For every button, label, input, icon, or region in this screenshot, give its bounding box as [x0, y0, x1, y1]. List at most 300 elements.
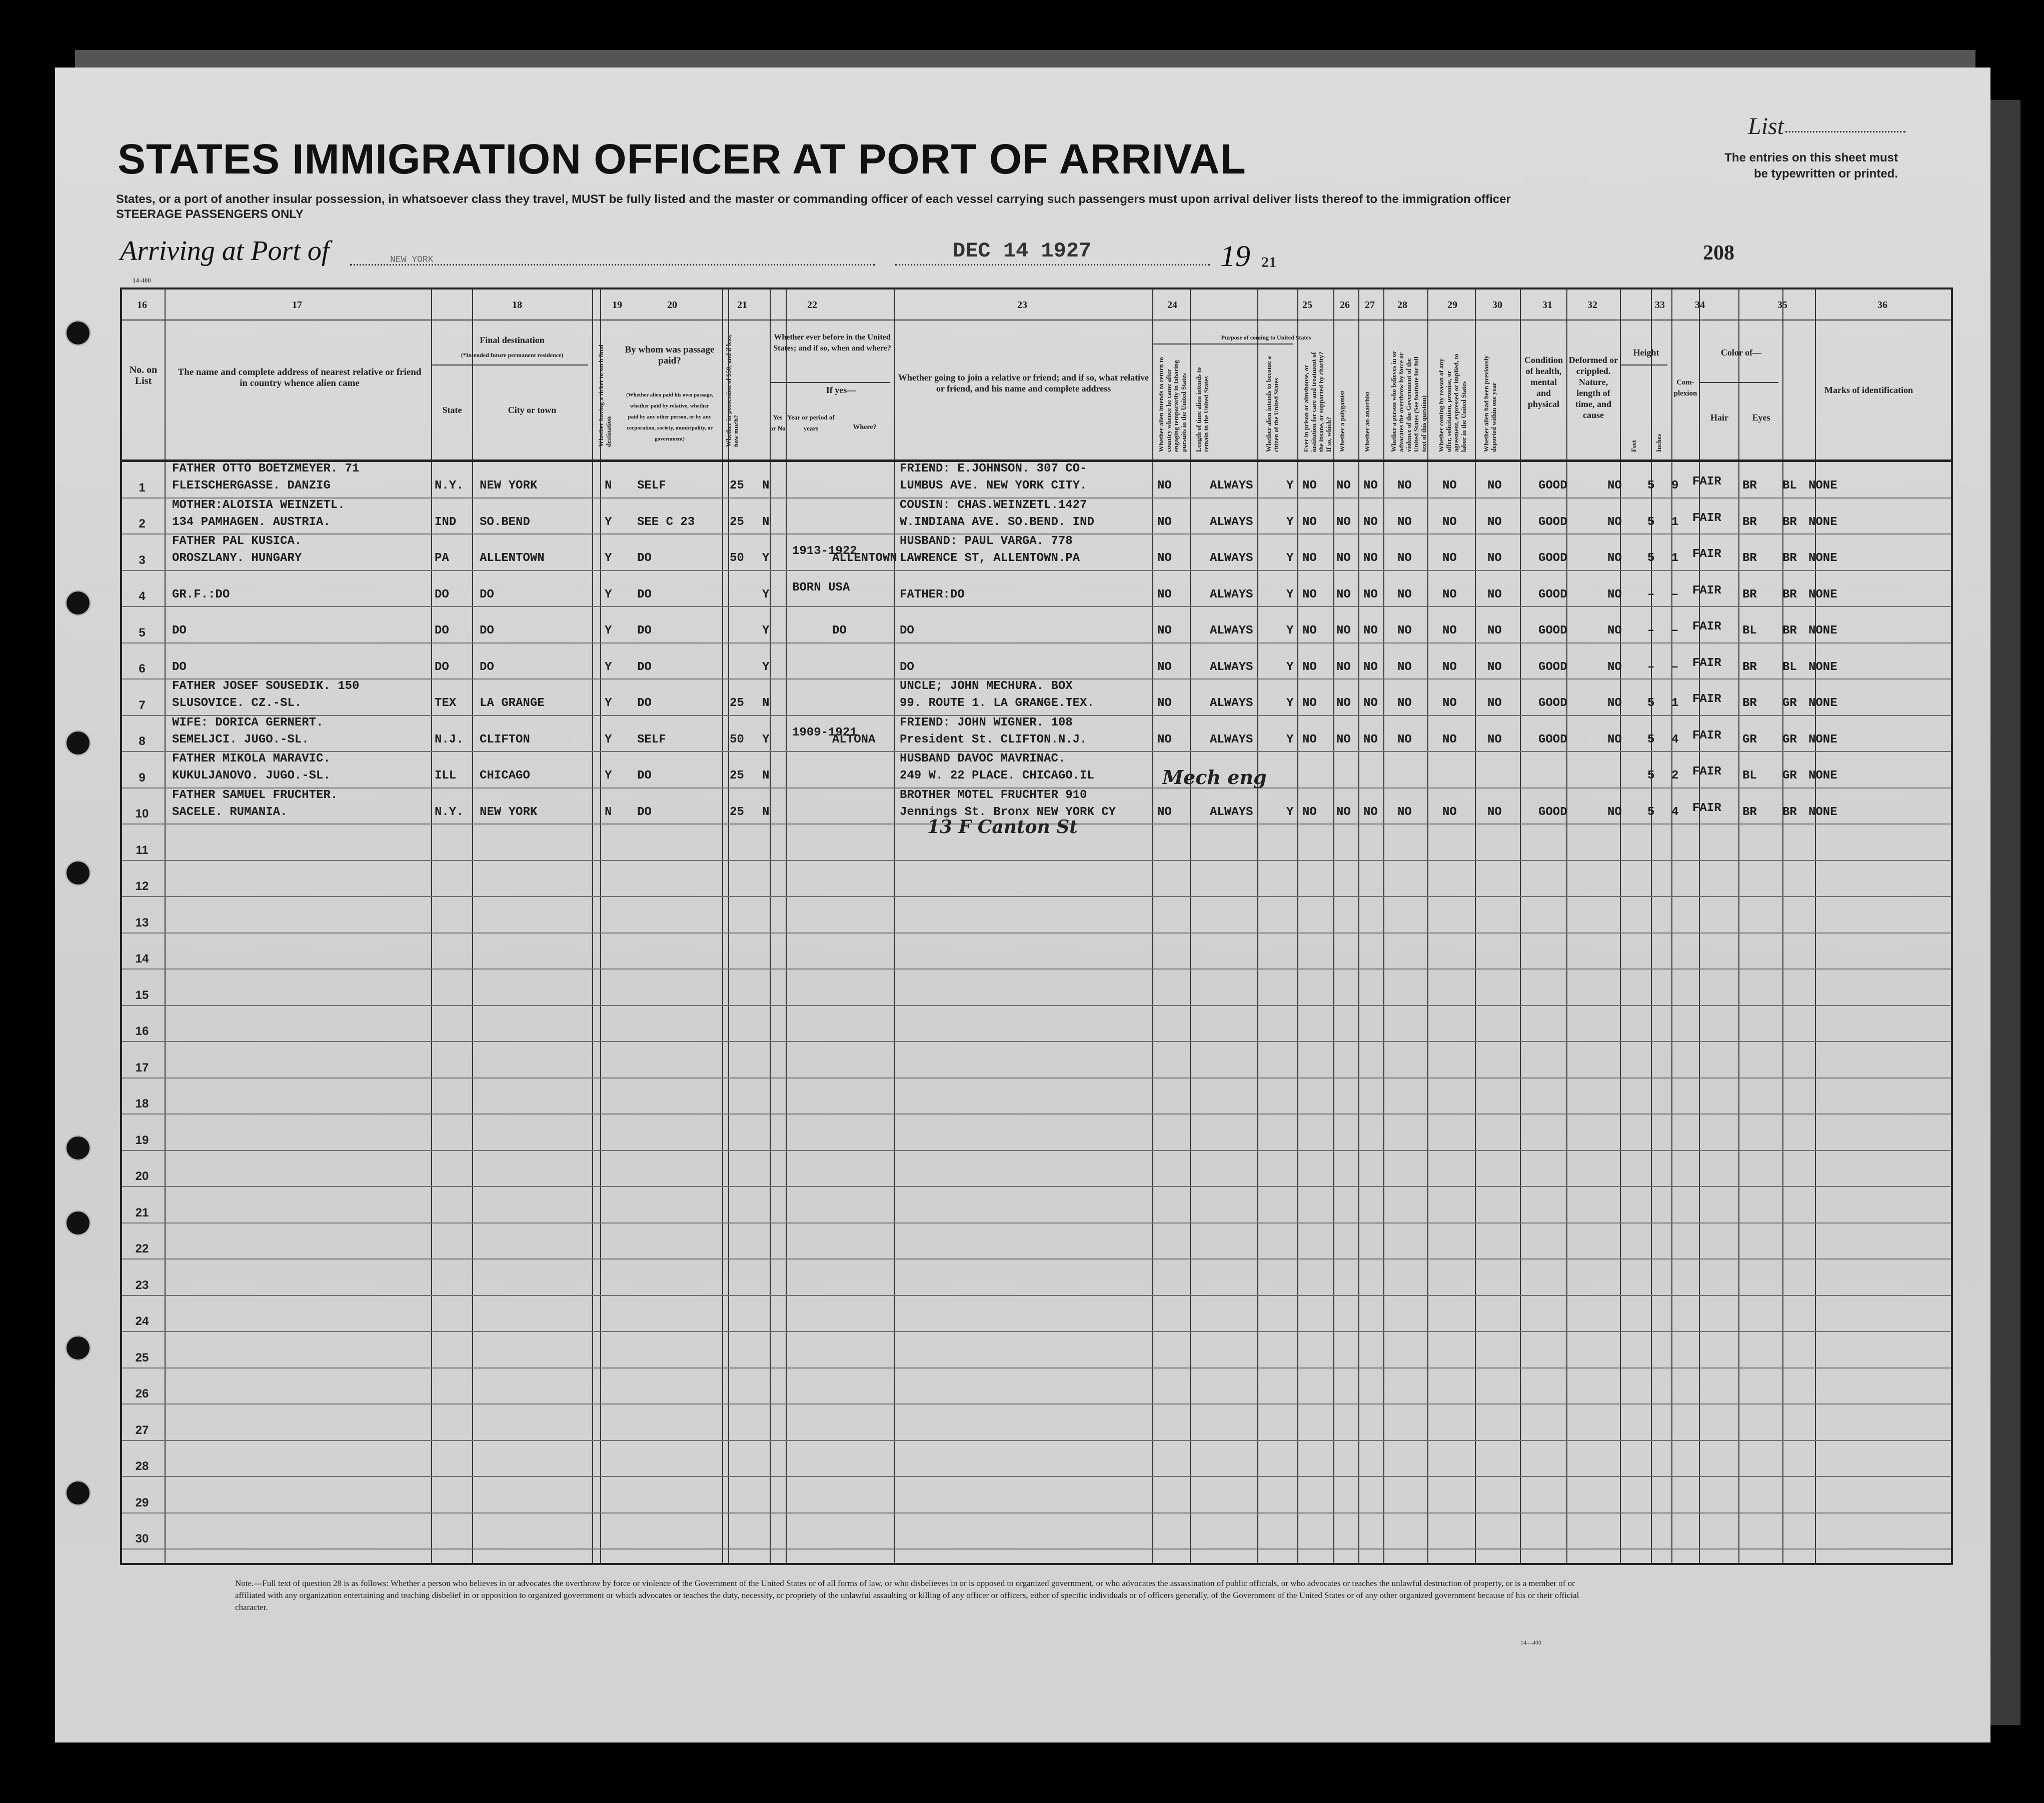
eyes-value: GR [1782, 769, 1797, 782]
hair-value: BR [1742, 588, 1757, 602]
join-relative-name: FRIEND: E.JOHNSON. 307 CO- [900, 462, 1087, 476]
polygamist-value: NO [1336, 515, 1351, 529]
complexion-value: FAIR [1692, 584, 1721, 598]
height-feet: 5 [1647, 515, 1655, 529]
column-divider [1190, 290, 1191, 1563]
deformed-value: NO [1607, 479, 1622, 492]
column-number: 35 [1777, 300, 1787, 310]
labor-offer-value: NO [1442, 805, 1457, 819]
deported-value: NO [1487, 479, 1502, 492]
column-number: 18 [512, 300, 522, 310]
height-inches: 2 [1671, 769, 1679, 782]
ticket-value: N [605, 805, 612, 819]
deformed-value: NO [1607, 588, 1622, 602]
row-rule [122, 1295, 1951, 1296]
row-number: 1 [139, 480, 146, 494]
column-number: 22 [807, 300, 817, 310]
money-value: 25 [730, 805, 744, 819]
column-divider [722, 290, 723, 1563]
join-relative-name: UNCLE; JOHN MECHURA. BOX [900, 680, 1073, 693]
relative-address: KUKULJANOVO. JUGO.-SL. [172, 769, 331, 782]
passage-paid-by: DO [637, 769, 652, 782]
column-divider [592, 290, 593, 1563]
health-value: GOOD [1538, 696, 1567, 710]
row-number: 21 [135, 1206, 149, 1220]
polygamist-value: NO [1336, 696, 1351, 710]
purpose-citizen: Y [1286, 515, 1294, 529]
destination-city: CHICAGO [480, 769, 530, 782]
passage-paid-by: SELF [637, 732, 666, 746]
deformed-value: NO [1607, 515, 1622, 529]
header-eyes: Eyes [1752, 412, 1770, 422]
header-by-whom: By whom was passage paid? [625, 344, 715, 366]
overthrow-value: NO [1397, 660, 1412, 674]
complexion-value: FAIR [1692, 511, 1721, 525]
destination-state: DO [435, 588, 449, 602]
height-inches: 9 [1671, 479, 1679, 492]
passage-paid-by: DO [637, 588, 652, 602]
row-number: 7 [139, 698, 146, 712]
marks-value: NONE [1808, 696, 1837, 710]
relative-address: 134 PAMHAGEN. AUSTRIA. [172, 515, 331, 529]
column-number: 23 [1017, 300, 1027, 310]
ticket-value: Y [605, 515, 612, 529]
join-relative-address: 99. ROUTE 1. LA GRANGE.TEX. [900, 696, 1094, 710]
height-inches: 1 [1671, 515, 1679, 529]
row-rule [122, 860, 1951, 861]
row-number: 15 [135, 988, 149, 1002]
height-feet: – [1647, 588, 1655, 602]
column-divider [1297, 290, 1298, 1563]
been-before-yes-no: Y [762, 660, 770, 674]
height-feet: – [1647, 660, 1655, 674]
marks-value: NONE [1808, 805, 1837, 819]
column-divider [1333, 290, 1334, 1563]
ticket-value: Y [605, 769, 612, 782]
purpose-citizen: Y [1286, 624, 1294, 638]
join-relative-address: W.INDIANA AVE. SO.BEND. IND [900, 515, 1094, 529]
join-relative-name: BROTHER MOTEL FRUCHTER 910 [900, 788, 1087, 802]
list-label: List [1748, 113, 1784, 140]
eyes-value: BR [1782, 515, 1797, 529]
relative-address: DO [172, 624, 187, 638]
marks-value: NONE [1808, 624, 1837, 638]
header-year-period: Year or period of years [787, 414, 835, 432]
relative-address: SLUSOVICE. CZ.-SL. [172, 696, 302, 710]
hair-value: BR [1742, 552, 1757, 565]
column-number: 32 [1587, 300, 1597, 310]
passage-paid-by: DO [637, 624, 652, 638]
header-condition: Condition of health, mental and physical [1524, 355, 1563, 409]
destination-city: DO [480, 660, 494, 674]
row-rule [122, 968, 1951, 970]
labor-offer-value: NO [1442, 696, 1457, 710]
purpose-length: ALWAYS [1210, 552, 1253, 565]
polygamist-value: NO [1336, 479, 1351, 492]
row-rule [122, 1512, 1951, 1514]
header-relative: The name and complete address of nearest relative or friend in country whence alien came [178, 367, 422, 388]
header-no-on-list: No. on List [129, 364, 158, 386]
row-rule [122, 1440, 1951, 1441]
height-feet: 5 [1647, 696, 1655, 710]
ticket-value: N [605, 479, 612, 492]
polygamist-value: NO [1336, 588, 1351, 602]
join-relative-name: COUSIN: CHAS.WEINZETL.1427 [900, 498, 1087, 512]
hair-value: BR [1742, 696, 1757, 710]
row-rule [122, 1258, 1951, 1260]
column-divider [165, 290, 166, 1563]
health-value: GOOD [1538, 732, 1567, 746]
polygamist-value: NO [1336, 660, 1351, 674]
purpose-citizen: Y [1286, 552, 1294, 565]
header-polygamist: Whether a polygamist [1338, 390, 1346, 452]
complexion-value: FAIR [1692, 620, 1721, 634]
prison-value: NO [1302, 660, 1317, 674]
destination-city: CLIFTON [480, 732, 530, 746]
row-number: 12 [135, 880, 149, 894]
purpose-length: ALWAYS [1210, 696, 1253, 710]
row-number: 13 [135, 916, 149, 930]
relative-name: FATHER JOSEF SOUSEDIK. 150 [172, 680, 360, 693]
arrival-date-stamp: DEC 14 1927 [953, 239, 1092, 263]
been-before-yes-no: N [762, 479, 770, 492]
passage-paid-by: DO [637, 696, 652, 710]
purpose-citizen: Y [1286, 805, 1294, 819]
header-prison: Ever in prison or almshouse, or institution for care and treatment of the insane, or supported by charity? If so, which? [1302, 352, 1332, 452]
header-city: City or town [508, 405, 557, 415]
labor-offer-value: NO [1442, 732, 1457, 746]
been-before-yes-no: N [762, 769, 770, 782]
header-final-destination: Final destination [480, 335, 545, 345]
relative-address: DO [172, 660, 187, 674]
join-relative-name: FRIEND: JOHN WIGNER. 108 [900, 716, 1073, 730]
ticket-value: Y [605, 660, 612, 674]
health-value: GOOD [1538, 805, 1567, 819]
header-labor-offer: Whether coming by reason of any offer, solicitation, promise, or agreement, expressed or implied, to labor in the United States [1437, 354, 1467, 452]
money-value: 25 [730, 479, 744, 492]
handwritten-occupation-note: Mech eng [1162, 766, 1267, 788]
binder-hole [65, 1210, 91, 1236]
health-value: GOOD [1538, 588, 1567, 602]
binder-hole [65, 860, 91, 886]
complexion-value: FAIR [1692, 548, 1721, 561]
column-divider [770, 290, 771, 1563]
row-rule [122, 1222, 1951, 1224]
header-state: State [442, 405, 462, 415]
column-divider [728, 290, 729, 1563]
purpose-length: ALWAYS [1210, 479, 1253, 492]
row-rule [122, 1331, 1951, 1332]
header-purpose-citizen: Whether alien intends to become a citizen of the United States [1265, 356, 1280, 452]
anarchist-value: NO [1363, 588, 1378, 602]
overthrow-value: NO [1397, 515, 1412, 529]
row-number: 4 [139, 590, 146, 604]
row-number: 17 [135, 1060, 149, 1074]
destination-state: PA [435, 552, 449, 565]
height-feet: 5 [1647, 479, 1655, 492]
binder-hole [65, 1335, 91, 1361]
row-rule [122, 1186, 1951, 1187]
column-divider [1383, 290, 1384, 1563]
destination-state: IND [435, 515, 457, 529]
prison-value: NO [1302, 588, 1317, 602]
height-feet: 5 [1647, 552, 1655, 565]
passage-paid-by: DO [637, 552, 652, 565]
overthrow-value: NO [1397, 805, 1412, 819]
row-number: 26 [135, 1387, 149, 1401]
header-where: Where? [853, 424, 877, 431]
eyes-value: BR [1782, 588, 1797, 602]
entries-note-line-2: be typewritten or printed. [1753, 167, 1898, 180]
join-relative-address: DO [900, 624, 914, 638]
header-purpose: Purpose of coming to United States [1221, 334, 1311, 341]
overthrow-value: NO [1397, 552, 1412, 565]
binder-hole [65, 1480, 91, 1506]
hair-value: BR [1742, 660, 1757, 674]
destination-state: TEX [435, 696, 457, 710]
row-number: 3 [139, 553, 146, 567]
destination-state: N.Y. [435, 479, 464, 492]
destination-city: DO [480, 588, 494, 602]
purpose-return: NO [1157, 624, 1172, 638]
anarchist-value: NO [1363, 624, 1378, 638]
labor-offer-value: NO [1442, 479, 1457, 492]
prison-value: NO [1302, 624, 1317, 638]
height-inches: – [1671, 660, 1679, 674]
deported-value: NO [1487, 515, 1502, 529]
column-divider [1358, 290, 1359, 1563]
ticket-value: Y [605, 624, 612, 638]
labor-offer-value: NO [1442, 624, 1457, 638]
labor-offer-value: NO [1442, 515, 1457, 529]
prison-value: NO [1302, 696, 1317, 710]
relative-address: SACELE. RUMANIA. [172, 805, 288, 819]
eyes-value: BL [1782, 479, 1797, 492]
column-divider [431, 290, 432, 1563]
destination-state: ILL [435, 769, 457, 782]
labor-offer-value: NO [1442, 588, 1457, 602]
row-number: 14 [135, 952, 149, 966]
header-ticket: Whether having a ticket to such final destination [597, 344, 612, 447]
row-rule [122, 1041, 1951, 1042]
row-number: 11 [136, 843, 149, 857]
purpose-return: NO [1157, 479, 1172, 492]
deformed-value: NO [1607, 805, 1622, 819]
been-before-yes-no: Y [762, 732, 770, 746]
entries-note [1698, 150, 1898, 182]
height-feet: 5 [1647, 769, 1655, 782]
deported-value: NO [1487, 588, 1502, 602]
row-rule [122, 1476, 1951, 1477]
row-number: 19 [135, 1133, 149, 1147]
labor-offer-value: NO [1442, 660, 1457, 674]
row-rule [122, 1005, 1951, 1006]
relative-name: FATHER SAMUEL FRUCHTER. [172, 788, 338, 802]
column-number: 25 [1302, 300, 1312, 310]
money-value: 50 [730, 552, 744, 565]
been-before-where: ALTONA [832, 732, 876, 746]
row-rule [122, 896, 1951, 897]
deported-value: NO [1487, 805, 1502, 819]
column-divider [1427, 290, 1428, 1563]
anarchist-value: NO [1363, 660, 1378, 674]
overthrow-value: NO [1397, 732, 1412, 746]
header-ever-before: Whether ever before in the United States; and if so, when and where? [773, 333, 891, 352]
purpose-length: ALWAYS [1210, 660, 1253, 674]
row-number: 16 [135, 1024, 149, 1038]
ticket-value: Y [605, 732, 612, 746]
height-feet: 5 [1647, 805, 1655, 819]
destination-state: N.J. [435, 732, 464, 746]
anarchist-value: NO [1363, 696, 1378, 710]
row-number: 28 [135, 1460, 149, 1474]
sheet-number: 208 [1703, 242, 1734, 264]
color-rule [1699, 382, 1778, 383]
purpose-citizen: Y [1286, 660, 1294, 674]
purpose-length: ALWAYS [1210, 732, 1253, 746]
join-relative-name: HUSBAND: PAUL VARGA. 778 [900, 534, 1073, 548]
hair-value: BR [1742, 479, 1757, 492]
join-relative-address: Jennings St. Bronx NEW YORK CY [900, 805, 1116, 819]
row-rule [122, 570, 1951, 571]
binder-hole [65, 590, 91, 616]
polygamist-value: NO [1336, 552, 1351, 565]
header-overthrow: Whether a person who believes in or advocates the overthrow by force or violence of the Government of the United States (See footnote for full text of this question) [1390, 351, 1427, 452]
column-number: 21 [737, 300, 747, 310]
column-number: 33 [1655, 300, 1665, 310]
destination-city: ALLENTOWN [480, 552, 545, 565]
prison-value: NO [1302, 515, 1317, 529]
ticket-value: Y [605, 696, 612, 710]
height-inches: 4 [1671, 732, 1679, 746]
row-rule [122, 1150, 1951, 1151]
health-value: GOOD [1538, 515, 1567, 529]
row-rule [122, 642, 1951, 644]
column-divider [1475, 290, 1476, 1563]
column-divider [786, 290, 787, 1563]
polygamist-value: NO [1336, 732, 1351, 746]
column-divider [472, 290, 473, 1563]
marks-value: NONE [1808, 515, 1837, 529]
been-before-years: BORN USA [792, 580, 850, 594]
been-before-yes-no: N [762, 696, 770, 710]
anarchist-value: NO [1363, 732, 1378, 746]
row-number: 10 [135, 807, 149, 821]
deformed-value: NO [1607, 660, 1622, 674]
marks-value: NONE [1808, 660, 1837, 674]
column-number: 29 [1447, 300, 1457, 310]
column-number: 36 [1877, 300, 1887, 310]
relative-name: MOTHER:ALOISIA WEINZETL. [172, 498, 345, 512]
footnote-code: 14—400 [1520, 1639, 1541, 1646]
hair-value: BL [1742, 769, 1757, 782]
health-value: GOOD [1538, 479, 1567, 492]
manifest-table [120, 288, 1953, 1565]
health-value: GOOD [1538, 624, 1567, 638]
marks-value: NONE [1808, 769, 1837, 782]
deformed-value: NO [1607, 552, 1622, 565]
height-feet: 5 [1647, 732, 1655, 746]
marks-value: NONE [1808, 732, 1837, 746]
anarchist-value: NO [1363, 552, 1378, 565]
eyes-value: BL [1782, 660, 1797, 674]
height-inches: 1 [1671, 552, 1679, 565]
row-number: 8 [139, 734, 146, 748]
port-value: NEW YORK [390, 255, 434, 265]
column-divider [600, 290, 601, 1563]
relative-name: WIFE: DORICA GERNERT. [172, 716, 324, 730]
purpose-citizen: Y [1286, 732, 1294, 746]
column-number: 16 [137, 300, 147, 310]
row-number: 27 [135, 1423, 149, 1437]
destination-state: DO [435, 660, 449, 674]
passage-paid-by: SELF [637, 479, 666, 492]
binder-hole [65, 730, 91, 756]
hair-value: BL [1742, 624, 1757, 638]
column-number: 26 [1340, 300, 1350, 310]
footnote: Note.—Full text of question 28 is as follows: Whether a person who believes in or advocates the overthrow by force or violence of the Government of the United States or of all forms of law, or who disbelieves in or is opposed to organized government, or who advocates the assassination of public officials, or who advocates or teaches the unlawful destruction of property, or is a member of or affiliated with any organization entertaining and teaching disbelief in or opposition to organized government or which advocates or teaches the duty, necessity, or propriety of the unlawful assaulting or killing of any officer or officers, either of specific individuals or of officers generally, of the Government of the United States or of any other organized government because of his or their official character. [235, 1578, 1579, 1612]
eyes-value: BR [1782, 552, 1797, 565]
overthrow-value: NO [1397, 696, 1412, 710]
hair-value: GR [1742, 732, 1757, 746]
list-number-line [1785, 131, 1905, 132]
handwritten-address-note: 13 F Canton St [927, 816, 1078, 838]
header-hair: Hair [1710, 412, 1728, 422]
deported-value: NO [1487, 696, 1502, 710]
row-rule [122, 932, 1951, 934]
marks-value: NONE [1808, 552, 1837, 565]
anarchist-value: NO [1363, 479, 1378, 492]
column-divider [1520, 290, 1521, 1563]
header-inches: Inches [1655, 434, 1662, 452]
height-inches: – [1671, 624, 1679, 638]
marks-value: NONE [1808, 588, 1837, 602]
join-relative-address: President St. CLIFTON.N.J. [900, 732, 1087, 746]
height-rule [1620, 364, 1667, 366]
relative-address: FLEISCHERGASSE. DANZIG [172, 479, 331, 492]
destination-state: N.Y. [435, 805, 464, 819]
destination-city: SO.BEND [480, 515, 530, 529]
labor-offer-value: NO [1442, 552, 1457, 565]
row-number: 22 [135, 1242, 149, 1256]
destination-city: LA GRANGE [480, 696, 545, 710]
header-money: Whether in possession of $50, and if less, how much? [725, 334, 740, 447]
row-number: 5 [139, 626, 146, 640]
relative-address: OROSZLANY. HUNGARY [172, 552, 302, 565]
purpose-citizen: Y [1286, 588, 1294, 602]
column-divider [1738, 290, 1739, 1563]
relative-address: SEMELJCI. JUGO.-SL. [172, 732, 309, 746]
date-line [895, 264, 1210, 266]
purpose-return: NO [1157, 805, 1172, 819]
anarchist-value: NO [1363, 515, 1378, 529]
purpose-length: ALWAYS [1210, 624, 1253, 638]
polygamist-value: NO [1336, 805, 1351, 819]
anarchist-value: NO [1363, 805, 1378, 819]
header-deformed: Deformed or crippled. Nature, length of time, and cause [1568, 355, 1618, 420]
join-relative-name: HUSBAND DAVOC MAVRINAC. [900, 752, 1066, 766]
complexion-value: FAIR [1692, 728, 1721, 742]
column-number: 19 [612, 300, 622, 310]
deported-value: NO [1487, 624, 1502, 638]
entries-note-line-1: The entries on this sheet must [1724, 151, 1898, 164]
purpose-citizen: Y [1286, 479, 1294, 492]
year-suffix: 21 [1261, 254, 1276, 270]
been-before-years: 1909-1921 [792, 726, 857, 740]
header-yes-no: Yes or No [770, 414, 786, 432]
overthrow-value: NO [1397, 588, 1412, 602]
deformed-value: NO [1607, 624, 1622, 638]
